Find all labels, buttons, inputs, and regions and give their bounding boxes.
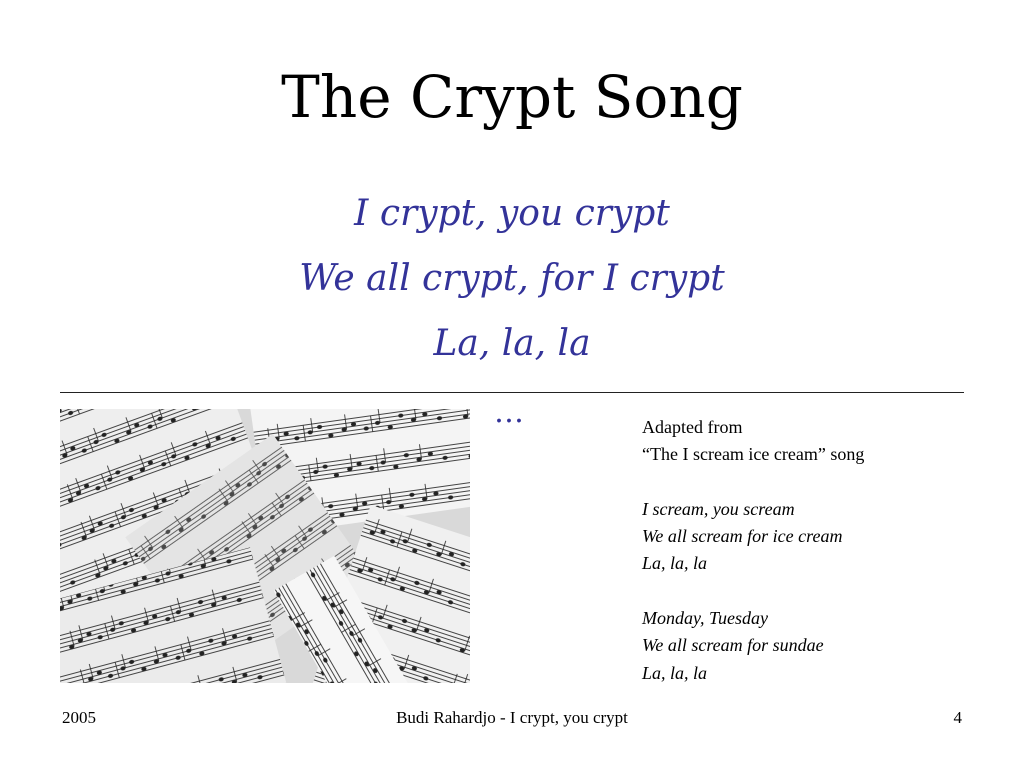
lyric-line: We all crypt, for I crypt [299,258,725,299]
note-spacer [642,469,972,496]
note-spacer [642,578,972,605]
note-verse-line: I scream, you scream [642,498,795,519]
note-verse-line: Monday, Tuesday [642,608,768,629]
note-verse-line: We all scream for ice cream [642,526,843,547]
lyrics-block [0,190,1024,385]
lyric-line: La, la, la [433,323,591,364]
footer-title: Budi Rahardjo - I crypt, you crypt [396,708,628,727]
sheet-music-photo [60,409,470,683]
source-note [642,414,972,687]
lyric-line: I crypt, you crypt [354,193,670,234]
divider [60,392,964,393]
ellipsis: … [494,395,524,430]
note-line: Adapted from [642,417,743,437]
page-number: 4 [953,708,962,727]
note-line: “The I scream ice cream” song [642,444,865,465]
note-verse-line: We all scream for sundae [642,635,824,656]
slide-title: The Crypt Song [281,63,743,131]
note-verse-line: La, la, la [642,662,708,683]
note-verse-line: La, la, la [642,553,708,574]
footer-date: 2005 [62,708,96,727]
